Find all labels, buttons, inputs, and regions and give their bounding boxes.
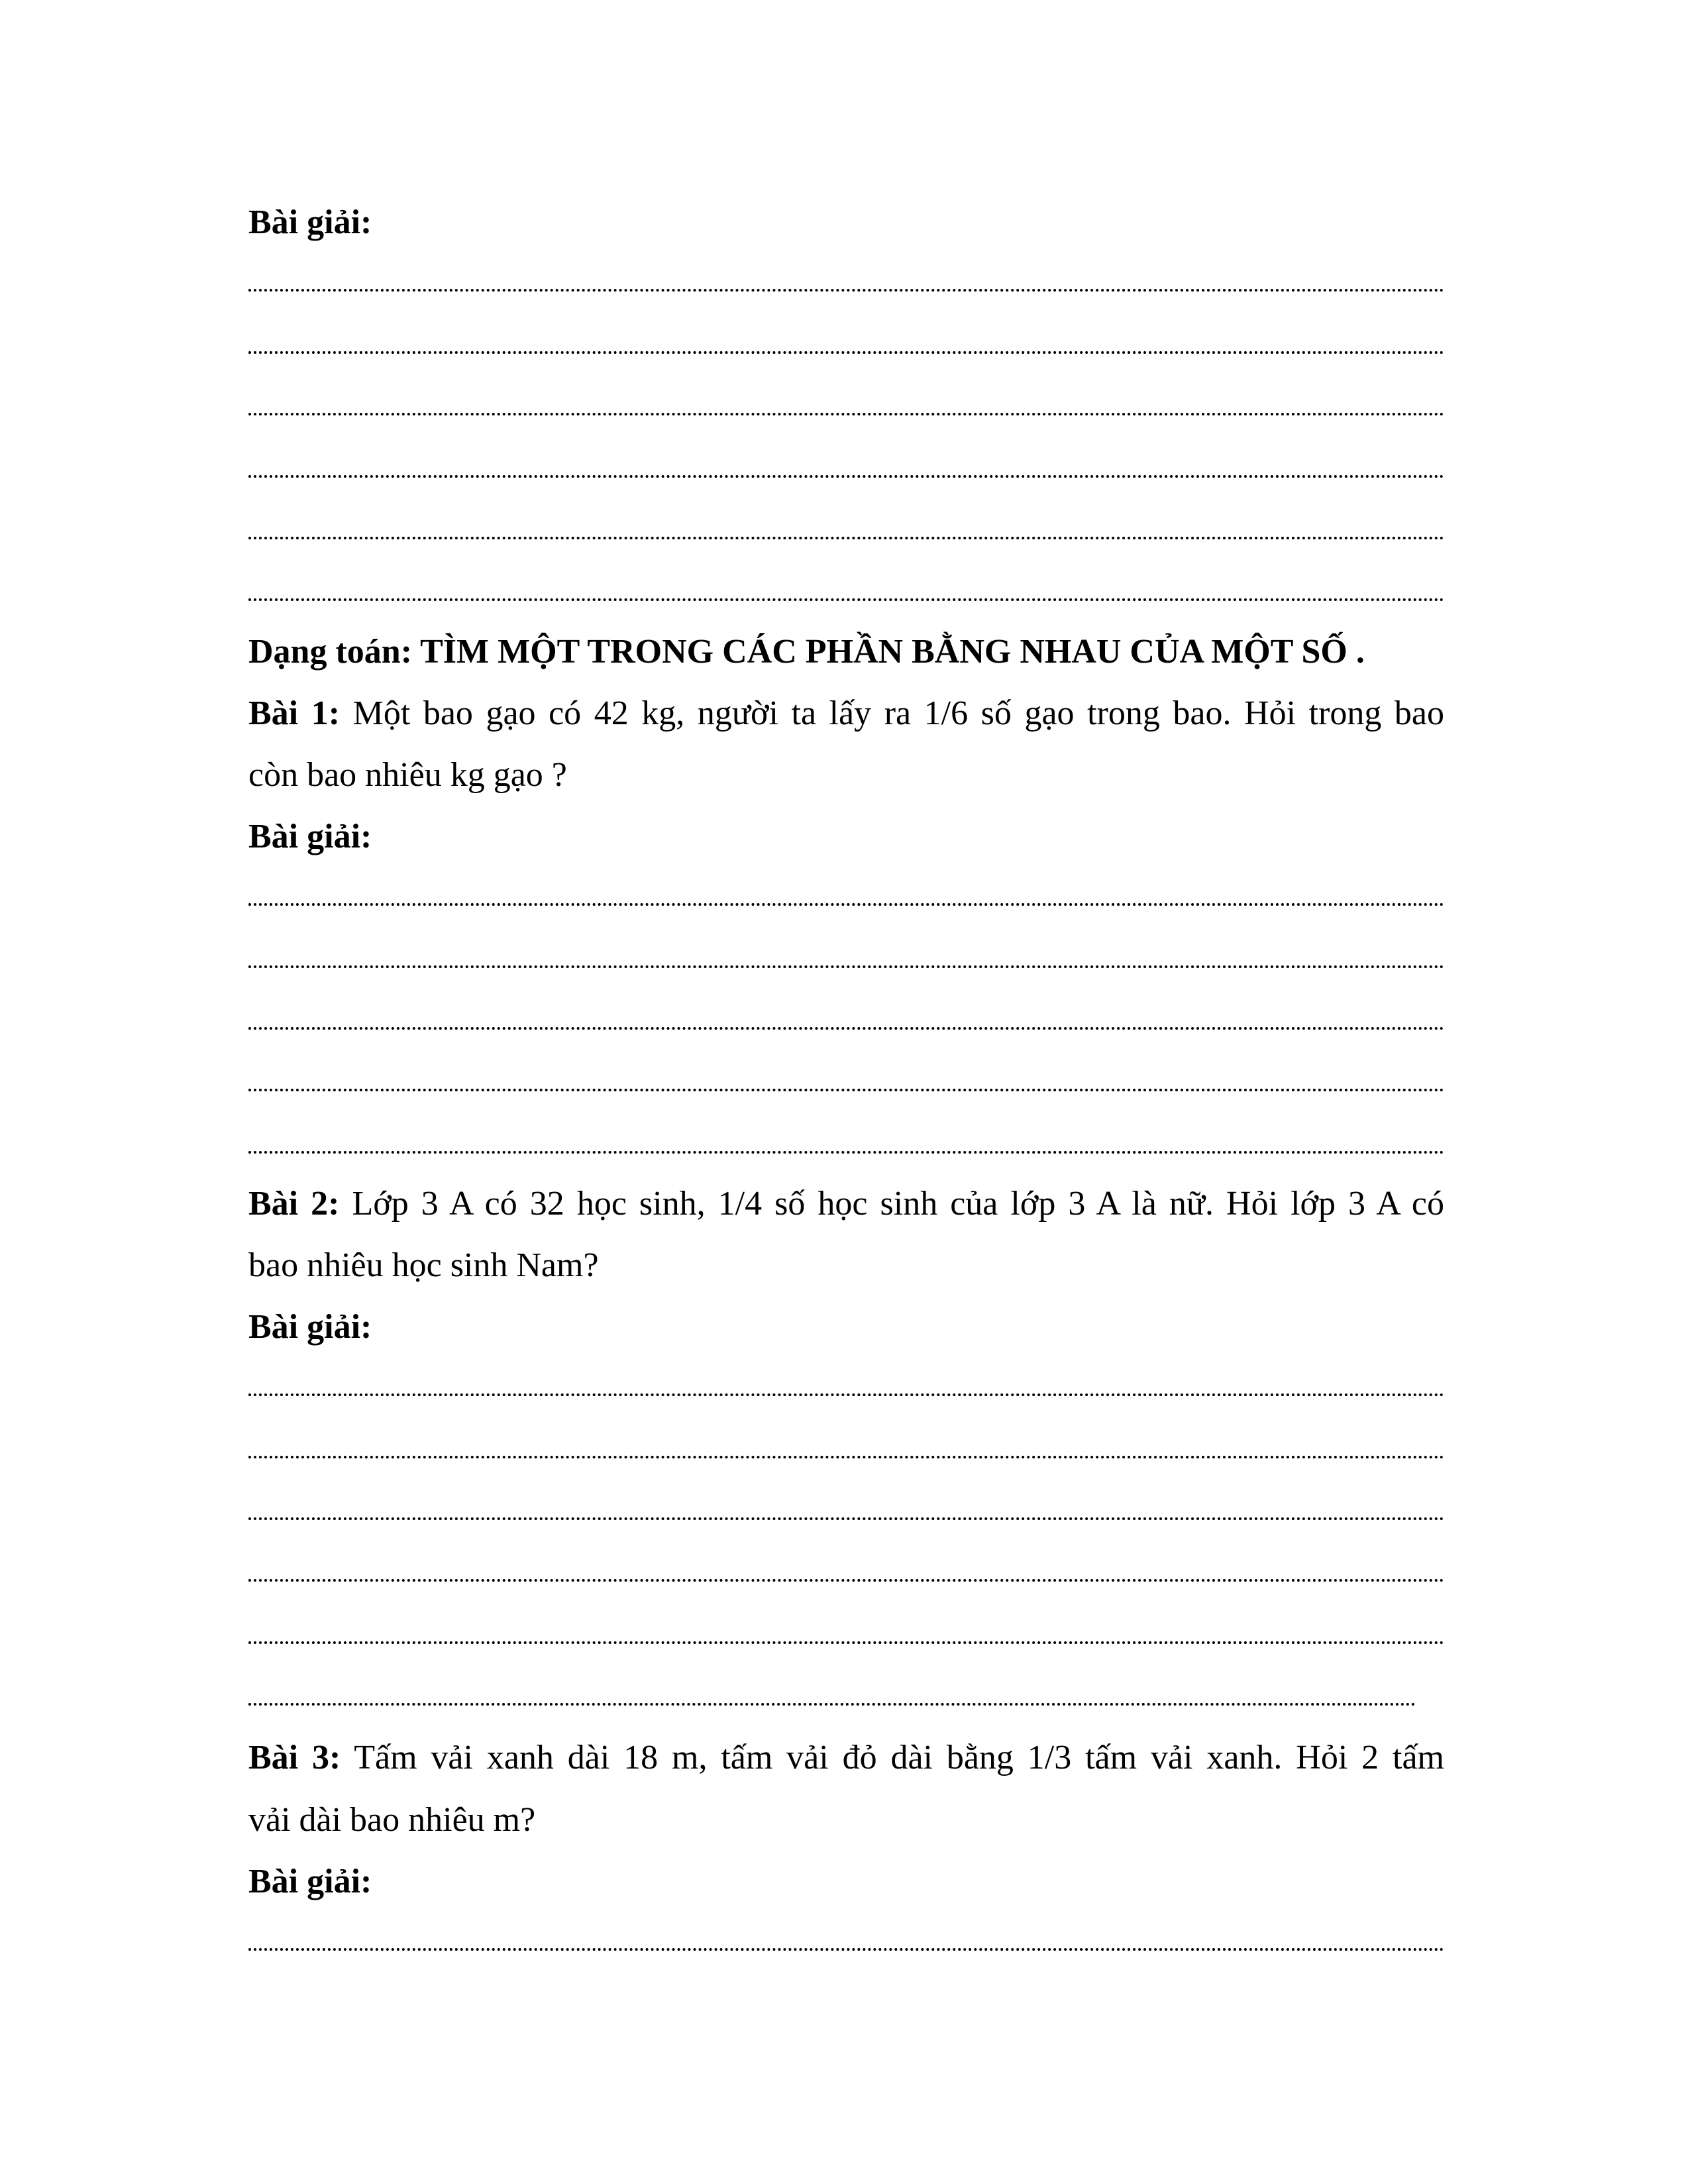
problem-2-text-line-1 [248,1184,1444,1224]
solution-label-3: Bài giải: [248,1863,372,1900]
answer-line [248,475,1444,478]
answer-line [248,1948,1444,1951]
answer-line [248,903,1444,906]
section-heading-prefix: Dạng toán: [248,633,413,671]
answer-line [248,1027,1444,1030]
answer-line [248,537,1444,539]
answer-line [248,1517,1444,1520]
problem-1-label: Bài 1: [248,694,341,732]
problem-2-text-line-2: bao nhiêu học sinh Nam? [248,1246,599,1284]
problem-2-label: Bài 2: [248,1185,340,1223]
answer-line [248,413,1444,415]
problem-3-text: Tấm vải xanh dài 18 m, tấm vải đỏ dài bằng 1/3 tấm vải xanh. Hỏi 2 tấm [354,1739,1445,1776]
answer-line [248,1456,1444,1458]
answer-line [248,351,1444,354]
answer-line [248,1393,1444,1396]
answer-line [248,598,1444,601]
problem-3-text-line-1 [248,1738,1444,1778]
answer-line [248,965,1444,968]
section-heading-title: TÌM MỘT TRONG CÁC PHẦN BẰNG NHAU CỦA MỘT SỐ . [420,633,1365,671]
answer-line [248,1089,1444,1091]
problem-1-text-line-2: còn bao nhiêu kg gạo ? [248,756,567,794]
solution-label-top: Bài giải: [248,203,372,241]
solution-label-1: Bài giải: [248,818,372,855]
answer-line [248,1641,1444,1644]
problem-2-text: Lớp 3 A có 32 học sinh, 1/4 số học sinh của lớp 3 A là nữ. Hỏi lớp 3 A có [352,1185,1444,1223]
solution-label-2: Bài giải: [248,1308,372,1346]
problem-3-label: Bài 3: [248,1739,341,1776]
section-heading [248,632,1365,672]
answer-line [248,1703,1416,1706]
problem-1-text-line-1 [248,694,1444,734]
problem-3-text-line-2: vải dài bao nhiêu m? [248,1801,536,1839]
answer-line [248,1151,1444,1154]
problem-1-text: Một bao gạo có 42 kg, người ta lấy ra 1/6 số gạo trong bao. Hỏi trong bao [352,694,1444,732]
answer-line [248,289,1444,292]
answer-line [248,1579,1444,1582]
